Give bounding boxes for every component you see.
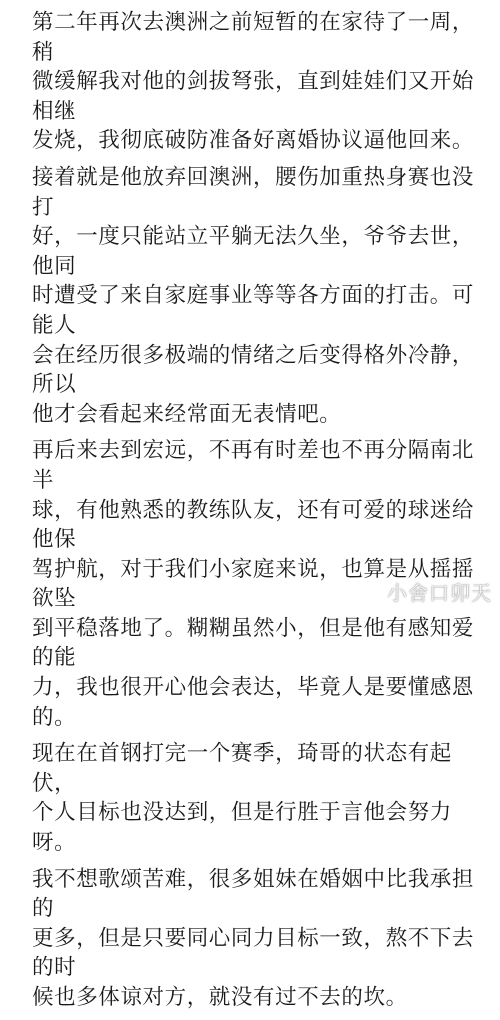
paragraph-2: 接着就是他放弃回澳洲，腰伤加重热身赛也没打 好，一度只能站立平躺无法久坐，爷爷去世，他同 时遭受了来自家庭事业等等各方面的打击。可能人 会在经历很多极端的情绪之后变得格外冷静，所以 他才会看起来经常面无表情吧。 xyxy=(32,164,475,427)
watermark: 小舍口卯天 xyxy=(387,581,492,605)
article-body xyxy=(22,8,484,1020)
paragraph-4: 现在在首钢打完一个赛季，琦哥的状态有起伏， 个人目标也没达到，但是行胜于言他会努力呀。 xyxy=(32,741,452,856)
paragraph-1: 第二年再次去澳洲之前短暂的在家待了一周，稍 微缓解我对他的剑拔弩张，直到娃娃们又开始相继 发烧，我彻底破防准备好离婚协议逼他回来。 xyxy=(32,10,475,154)
paragraph-3: 再后来去到宏远，不再有时差也不再分隔南北半 球，有他熟悉的教练队友，还有可爱的球迷给他保 驾护航，对于我们小家庭来说，也算是从摇摇欲坠 到平稳落地了。糊糊虽然小，但是他有感知爱的能 力，我也很开心他会表达，毕竟人是要懂感恩的。 xyxy=(32,438,475,730)
paragraph-5: 我不想歌颂苦难，很多姐妹在婚姻中比我承担的 更多，但是只要同心同力目标一致，熬不下去的时 候也多体谅对方，就没有过不去的坎。 xyxy=(32,866,475,1010)
